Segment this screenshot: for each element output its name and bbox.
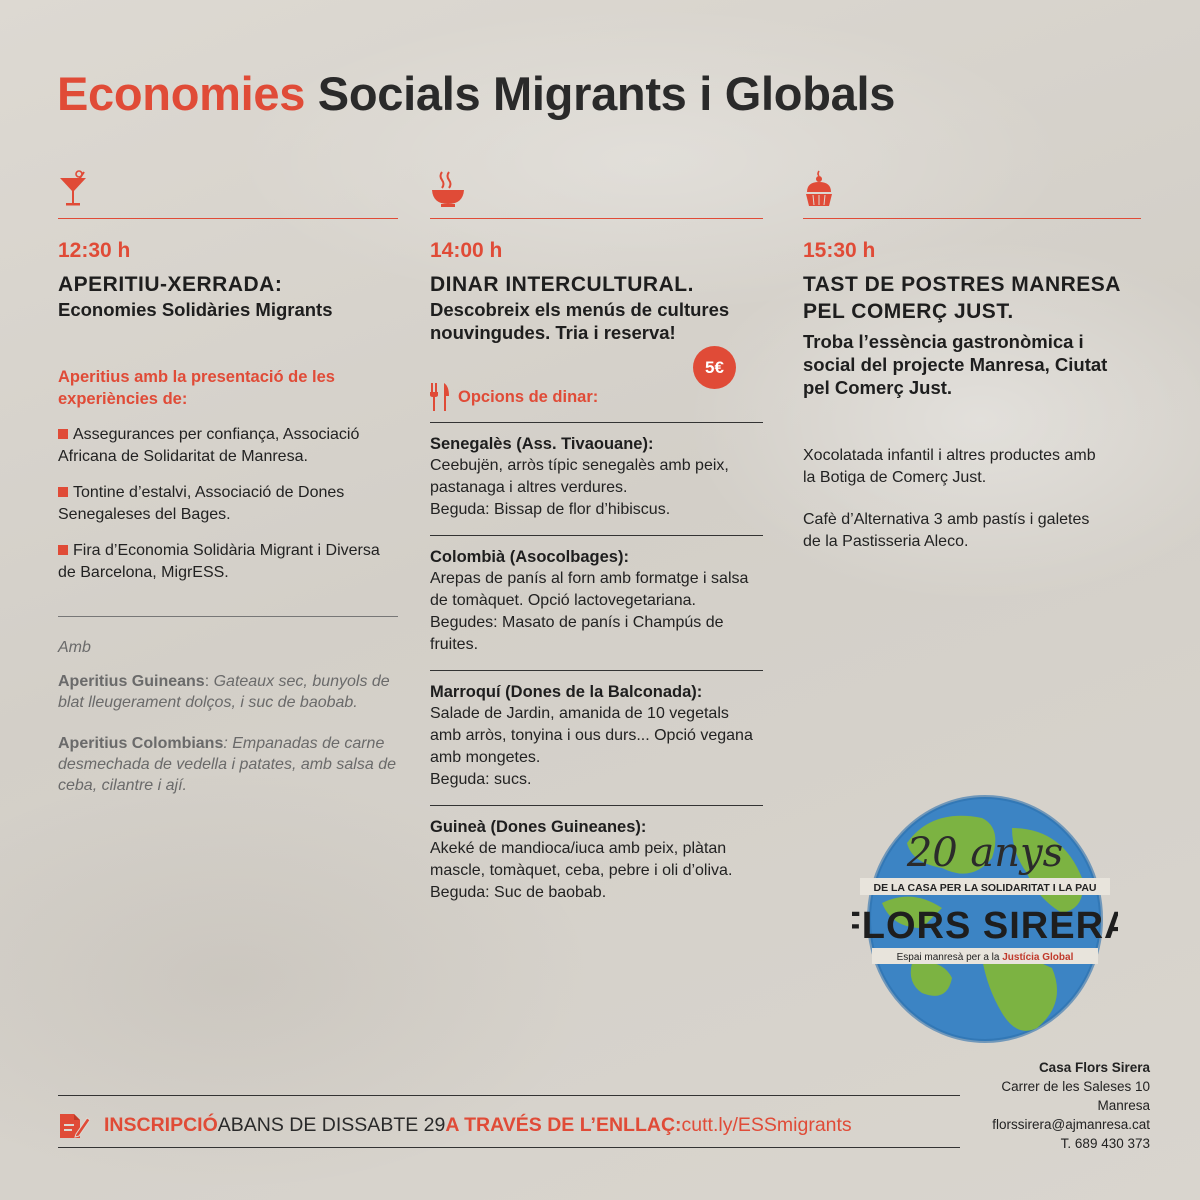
aperitius-guineans: Aperitius Guineans: Gateaux sec, bunyols de blat lleugerament dolços, i suc de baobab.	[58, 673, 390, 711]
list-item: Fira d’Economia Solidària Migrant i Diversa de Barcelona, MigrESS.	[58, 542, 380, 581]
menu-option: Colombià (Asocolbages): Arepas de panís al forn amb formatge i salsa de tomàquet. Opció lactovegetariana. Begudes: Masato de panís i Champús de fruites.	[430, 535, 763, 670]
registration-label: INSCRIPCIÓ	[104, 1113, 218, 1136]
poster-title	[57, 66, 895, 121]
contact-phone: T. 689 430 373	[1060, 1136, 1150, 1151]
event-subheading: Economies Solidàries Migrants	[58, 299, 333, 320]
contact-address	[992, 1058, 1150, 1153]
amb-label: Amb	[58, 639, 91, 656]
bullet-square	[58, 429, 68, 439]
title-rest: Socials Migrants i Globals	[305, 67, 896, 120]
column-postres	[803, 170, 1141, 553]
registration-link[interactable]: cutt.ly/ESSmigrants	[681, 1113, 852, 1136]
registration-via: A TRAVÉS DE L’ENLLAÇ:	[445, 1113, 682, 1136]
cupcake-icon	[803, 170, 1141, 210]
column-dinar	[430, 170, 763, 918]
contact-email[interactable]: florssirera@ajmanresa.cat	[992, 1117, 1150, 1132]
column-aperitiu	[58, 170, 398, 796]
menu-option: Guineà (Dones Guineanes): Akeké de mandioca/iuca amb peix, plàtan mascle, tomàquet, ceba, pebre i oli d’oliva. Beguda: Suc de baobab.	[430, 805, 763, 918]
logo-tagline: Espai manresà per a la	[896, 952, 1003, 963]
column-divider	[430, 218, 763, 219]
event-time: 14:00 h	[430, 239, 503, 262]
paragraph: Cafè d’Alternativa 3 amb pastís i galetes de la Pastisseria Aleco.	[803, 511, 1090, 550]
venue-name: Casa Flors Sirera	[1038, 1060, 1150, 1075]
option-name: Marroquí (Dones de la Balconada):	[430, 683, 703, 701]
event-heading: TAST DE POSTRES MANRESA PEL COMERÇ JUST.	[803, 273, 1121, 323]
event-time: 12:30 h	[58, 239, 131, 262]
column-divider	[803, 218, 1141, 219]
event-heading: APERITIU-XERRADA:	[58, 273, 283, 296]
options-title: Opcions de dinar:	[458, 387, 599, 406]
logo-tagline-bold: Justícia Global	[1002, 952, 1074, 963]
aperitius-colombians: Aperitius Colombians: Empanadas de carne desmechada de vedella i patates, amb salsa de ceba, cilantre i ají.	[58, 735, 396, 794]
logo-name: FLORS SIRERA	[852, 905, 1118, 947]
event-subheading: Descobreix els menús de cultures nouvingudes. Tria i reserva!	[430, 299, 730, 343]
menu-option: Senegalès (Ass. Tivaouane): Ceebujën, arròs típic senegalès amb peix, pastanaga i altres verdures. Beguda: Bissap de flor d’hibiscus.	[430, 422, 763, 535]
cocktail-icon	[58, 170, 398, 210]
list-item: Tontine d’estalvi, Associació de Dones Senegaleses del Bages.	[58, 484, 345, 523]
venue-street: Carrer de les Saleses 10	[1001, 1079, 1150, 1094]
venue-city: Manresa	[1097, 1098, 1150, 1113]
event-subheading: Troba l’essència gastronòmica i social del projecte Manresa, Ciutat pel Comerç Just.	[803, 331, 1108, 398]
event-time: 15:30 h	[803, 239, 876, 262]
option-name: Senegalès (Ass. Tivaouane):	[430, 435, 654, 453]
title-highlight: Economies	[57, 67, 306, 120]
list-item: Assegurances per confiança, Associació Africana de Solidaritat de Manresa.	[58, 426, 360, 465]
menu-option: Marroquí (Dones de la Balconada): Salade de Jardin, amanida de 10 vegetals amb arròs, tonyina i ous durs... Opció vegana amb mongetes. Beguda: sucs.	[430, 670, 763, 805]
section-divider	[58, 616, 398, 617]
flors-sirera-logo	[852, 788, 1118, 1050]
edit-form-icon	[58, 1110, 90, 1140]
svg-text:Espai manresà per a la Justíci	[897, 952, 1074, 963]
experiences-intro: Aperitius amb la presentació de les experiències de:	[58, 368, 335, 408]
logo-banner: DE LA CASA PER LA SOLIDARITAT I LA PAU	[873, 882, 1097, 894]
bullet-square	[58, 487, 68, 497]
footer-top-rule	[58, 1095, 960, 1096]
fork-knife-icon	[430, 382, 450, 412]
logo-years: 20 anys	[906, 830, 1064, 876]
event-heading: DINAR INTERCULTURAL.	[430, 273, 694, 296]
option-name: Guineà (Dones Guineanes):	[430, 818, 647, 836]
option-name: Colombià (Asocolbages):	[430, 548, 629, 566]
column-divider	[58, 218, 398, 219]
soup-bowl-icon	[430, 170, 763, 210]
price-badge: 5€	[693, 346, 736, 389]
footer-bottom-rule	[58, 1147, 960, 1148]
registration-deadline: ABANS DE DISSABTE 29	[217, 1113, 446, 1136]
registration-bar	[58, 1110, 852, 1140]
bullet-square	[58, 545, 68, 555]
paragraph: Xocolatada infantil i altres productes amb la Botiga de Comerç Just.	[803, 447, 1096, 486]
